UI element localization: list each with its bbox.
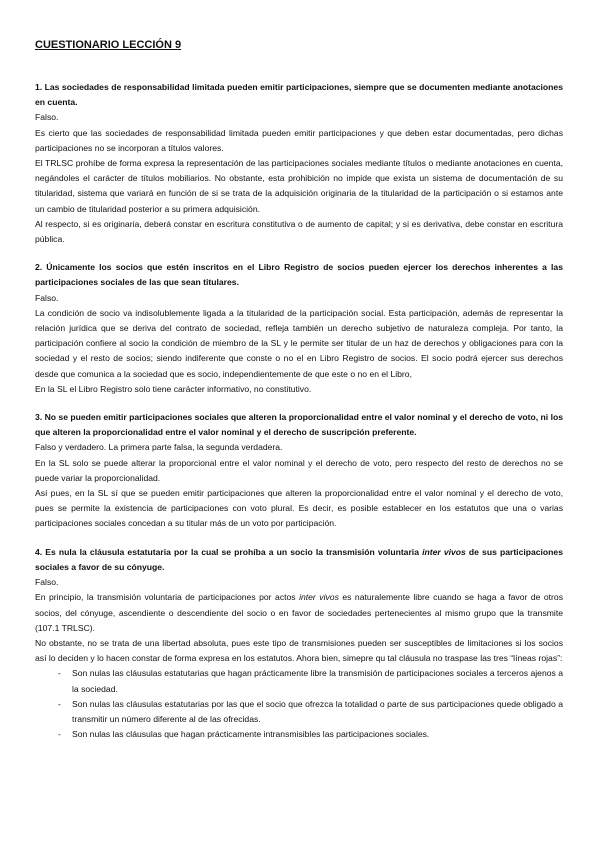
answer-text-part: En principio, la transmisión voluntaria de participaciones por actos [35, 592, 300, 603]
bullet-marker: - [58, 668, 61, 679]
answer-paragraph: El TRLSC prohíbe de forma expresa la representación de las participaciones sociales mediante títulos o mediante anotaciones en cuenta, negándoles el carácter de títulos mobiliarios. No obstante, esta prohibición no impide que exista un sistema de documentación de su titularidad, sistema que variará en función de si se trata de la adquisición originaria de la titularidad de la participación o si estamos ante un cambio de titularidad posterior a su primera adquisición. [35, 158, 563, 214]
question-text: 2. Únicamente los socios que estén inscritos en el Libro Registro de socios pueden ejercer los derechos inherentes a las participaciones sociales de las que sean titulares. [35, 262, 563, 288]
answer-verdict: Falso. [35, 292, 59, 303]
answer-paragraph: La condición de socio va indisolublemente ligada a la titularidad de la participación social. Esta participación, además de representar la relación jurídica que se deriva del contrato de sociedad, refleja también un derecho subjetivo de naturaleza compleja. Por tanto, la participación confiere al socio la condición de miembro de la SL y le permite ser titular de un haz de derechos y obligaciones para con la sociedad y el resto de socios; siendo indiferente que conste o no el en Libro Registro de socios. El socio podrá ejercer sus derechos desde que comunica a la sociedad que es socio, independientemente de que este o no en el Libro, [35, 307, 563, 379]
question-text-part: 4. Es nula la cláusula estatutaria por la cual se prohíba a un socio la transmisión voluntaria [35, 546, 423, 557]
question-text: 3. No se pueden emitir participaciones sociales que alteren la proporcionalidad entre el valor nominal y el derecho de voto, ni los que alteren la proporcionalidad entre el valor nominal y el derecho de suscripción preferente. [35, 412, 563, 438]
latin-term: inter vivos [422, 546, 466, 557]
bullet-item [35, 727, 563, 742]
question-section-1 [35, 80, 563, 247]
answer-paragraph: Así pues, en la SL sí que se pueden emitir participaciones que alteren la proporcionalidad entre el valor nominal y el derecho de voto, pues se permite la existencia de participaciones con voto plural. Es decir, es posible establecer en los estatutos que una o varias participaciones sociales concedan a su titular más de un voto por participación. [35, 488, 563, 529]
answer-paragraph: No obstante, no se trata de una libertad absoluta, pues este tipo de transmisiones pueden ser susceptibles de limitaciones si los socios así lo deciden y lo hacen constar de forma expresa en los estatutos. Ahora bien, simepre qu tal cláusula no traspase las tres “líneas rojas”: [35, 637, 563, 664]
question-text [35, 545, 563, 575]
bullet-item [35, 697, 563, 727]
answer-paragraph [35, 590, 563, 636]
document-page [35, 38, 563, 755]
answer-verdict: Falso. [35, 577, 59, 588]
question-text-part: de sus participaciones sociales a favor de su cónyuge. [35, 546, 563, 572]
question-section-4 [35, 545, 563, 743]
bullet-marker: - [58, 698, 61, 709]
answer-paragraph: En la SL el Libro Registro solo tiene carácter informativo, no constitutivo. [35, 383, 312, 394]
question-text: 1. Las sociedades de responsabilidad limitada pueden emitir participaciones, siempre que se documenten mediante anotaciones en cuenta. [35, 82, 563, 108]
answer-paragraph: En la SL solo se puede alterar la proporcional entre el valor nominal y el derecho de voto, pero respecto del resto de derechos no se puede variar la proporcionalidad. [35, 457, 563, 483]
answer-verdict: Falso y verdadero. La primera parte falsa, la segunda verdadera. [35, 442, 283, 453]
bullet-text: Son nulas las cláusulas que hagan prácticamente intransmisibles las participaciones sociales. [72, 729, 430, 740]
answer-paragraph: Al respecto, si es originaria, deberá constar en escritura constitutiva o de aumento de capital; y si es derivativa, debe constar en escritura pública. [35, 218, 563, 245]
question-section-2 [35, 260, 563, 397]
answer-paragraph: Es cierto que las sociedades de responsabilidad limitada pueden emitir participaciones y que deben estar documentadas, pero dichas participaciones no se incorporan a títulos valores. [35, 127, 563, 153]
document-title: CUESTIONARIO LECCIÓN 9 [35, 39, 182, 51]
answer-verdict: Falso. [35, 112, 59, 123]
bullet-item [35, 666, 563, 696]
answer-text-part: es naturalemente libre cuando se haga a favor de otros socios, del cónyuge, ascendiente o descendiente del socio o en favor de sociedades pertenecientes al mismo grupo que la transmite (107.1 TRLSC). [35, 592, 563, 633]
bullet-text: Son nulas las cláusulas estatutarias por las que el socio que ofrezca la totalidad o parte de sus participaciones quede obligado a transmitir un número diferente al de las ofrecidas. [72, 698, 563, 724]
bullet-marker: - [58, 729, 61, 740]
latin-term: inter vivos [299, 592, 339, 603]
bullet-text: Son nulas las cláusulas estatutarias que hagan prácticamente libre la transmisión de participaciones sociales a terceros ajenos a la sociedad. [72, 668, 563, 694]
question-section-3 [35, 410, 563, 532]
